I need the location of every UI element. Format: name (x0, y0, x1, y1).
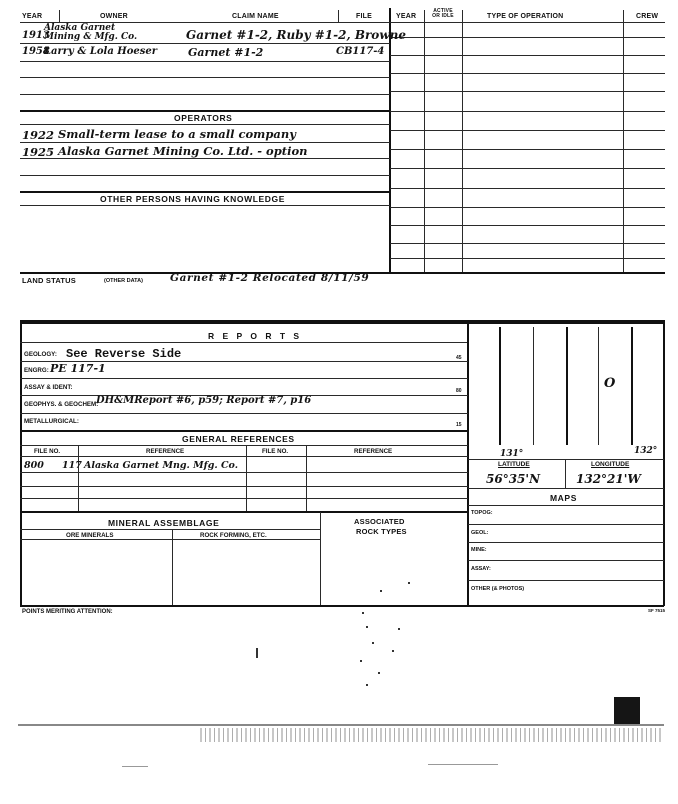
header-crew: CREW (636, 13, 659, 20)
margin-number-2: 80 (456, 388, 462, 394)
claim-row-2-file: CB117-4 (336, 46, 385, 57)
ref-header-reference-2: REFERENCE (354, 448, 393, 455)
geophys-value: DH&MReport #6, p59; Report #7, p16 (96, 395, 312, 406)
form-bottom-line (20, 605, 664, 607)
operator-row-2-year: 1925 (22, 145, 55, 159)
metallurgical-label: METALLURGICAL: (24, 418, 79, 425)
claim-row-1-claim: Garnet #1-2, Ruby #1-2, Browne (186, 28, 407, 42)
claim-row-2-year: 1958 (22, 46, 50, 57)
header-owner: OWNER (100, 13, 128, 20)
operator-row-1-year: 1922 (22, 128, 55, 142)
form-number: SF 7515 (648, 608, 666, 613)
claim-row-1-owner-line-2: Mining & Mfg. Co. (44, 32, 138, 42)
geology-label: GEOLOGY: (24, 351, 57, 358)
ref-row-1-reference: Alaska Garnet Mng. Mfg. Co. (84, 460, 239, 471)
header-year: YEAR (22, 13, 43, 20)
points-meriting-label: POINTS MERITING ATTENTION: (22, 609, 113, 615)
latitude-label: LATITUDE (498, 461, 530, 468)
maps-title: MAPS (550, 493, 577, 503)
latitude-value: 56°35'N (486, 472, 541, 486)
operator-row-2-text: Alaska Garnet Mining Co. Ltd. - option (58, 144, 308, 158)
general-references-title: GENERAL REFERENCES (182, 434, 295, 444)
margin-number-1: 45 (456, 355, 462, 361)
ore-minerals-label: ORE MINERALS (66, 532, 114, 539)
longitude-label: LONGITUDE (591, 461, 630, 468)
header-active-idle: ACTIVE OR IDLE (432, 8, 454, 19)
header-year-2: YEAR (396, 13, 417, 20)
geology-value: See Reverse Side (66, 347, 182, 361)
geophys-label: GEOPHYS. & GEOCHEM: (24, 401, 99, 408)
lon-left: 131° (500, 449, 524, 459)
ref-header-file-no: FILE NO. (34, 448, 61, 455)
maps-label-topog: TOPOG: (471, 510, 493, 516)
longitude-value: 132°21'W (576, 472, 641, 486)
ref-row-1-sub: 117 (62, 460, 82, 471)
claim-row-1-owner-line-1: Alaska Garnet (44, 23, 116, 33)
associated-rock-label-2: ROCK TYPES (356, 527, 407, 536)
maps-label-other: OTHER (& PHOTOS) (471, 586, 525, 592)
reports-title: R E P O R T S (208, 331, 303, 341)
associated-rock-label-1: ASSOCIATED (354, 517, 405, 526)
ref-header-file-no-2: FILE NO. (262, 448, 289, 455)
assay-label: ASSAY & IDENT: (24, 384, 73, 391)
maps-label-assay: ASSAY: (471, 566, 491, 572)
other-persons-title: OTHER PERSONS HAVING KNOWLEDGE (100, 194, 286, 204)
rock-forming-label: ROCK FORMING, ETC. (200, 532, 267, 539)
operator-row-1-text: Small-term lease to a small company (58, 127, 296, 141)
land-status-sublabel: (OTHER DATA) (104, 278, 143, 284)
header-file: FILE (356, 13, 372, 20)
margin-number-3: 15 (456, 422, 462, 428)
claim-row-2-claim: Garnet #1-2 (188, 46, 264, 59)
land-status-value: Garnet #1-2 Relocated 8/11/59 (170, 272, 370, 284)
claim-row-2-owner: Larry & Lola Hoeser (44, 46, 158, 57)
lon-right: 132° (634, 446, 658, 456)
land-status-label: LAND STATUS (22, 276, 77, 285)
header-type-of-operation: TYPE OF OPERATION (487, 13, 564, 20)
claim-row-1-year: 1913 (22, 30, 50, 41)
engrg-label: ENGRG: (24, 367, 49, 374)
operators-title: OPERATORS (174, 113, 233, 123)
ref-header-reference: REFERENCE (146, 448, 185, 455)
engrg-value: PE 117-1 (50, 362, 106, 375)
maps-label-mine: MINE: (471, 547, 487, 553)
ref-row-1-file-no: 800 (24, 460, 44, 471)
grid-mark: O (604, 376, 616, 391)
mineral-assemblage-title: MINERAL ASSEMBLAGE (108, 518, 220, 528)
header-claim-name: CLAIM NAME (232, 13, 279, 20)
maps-label-geol: GEOL: (471, 530, 489, 536)
form-top-bar (20, 320, 664, 324)
